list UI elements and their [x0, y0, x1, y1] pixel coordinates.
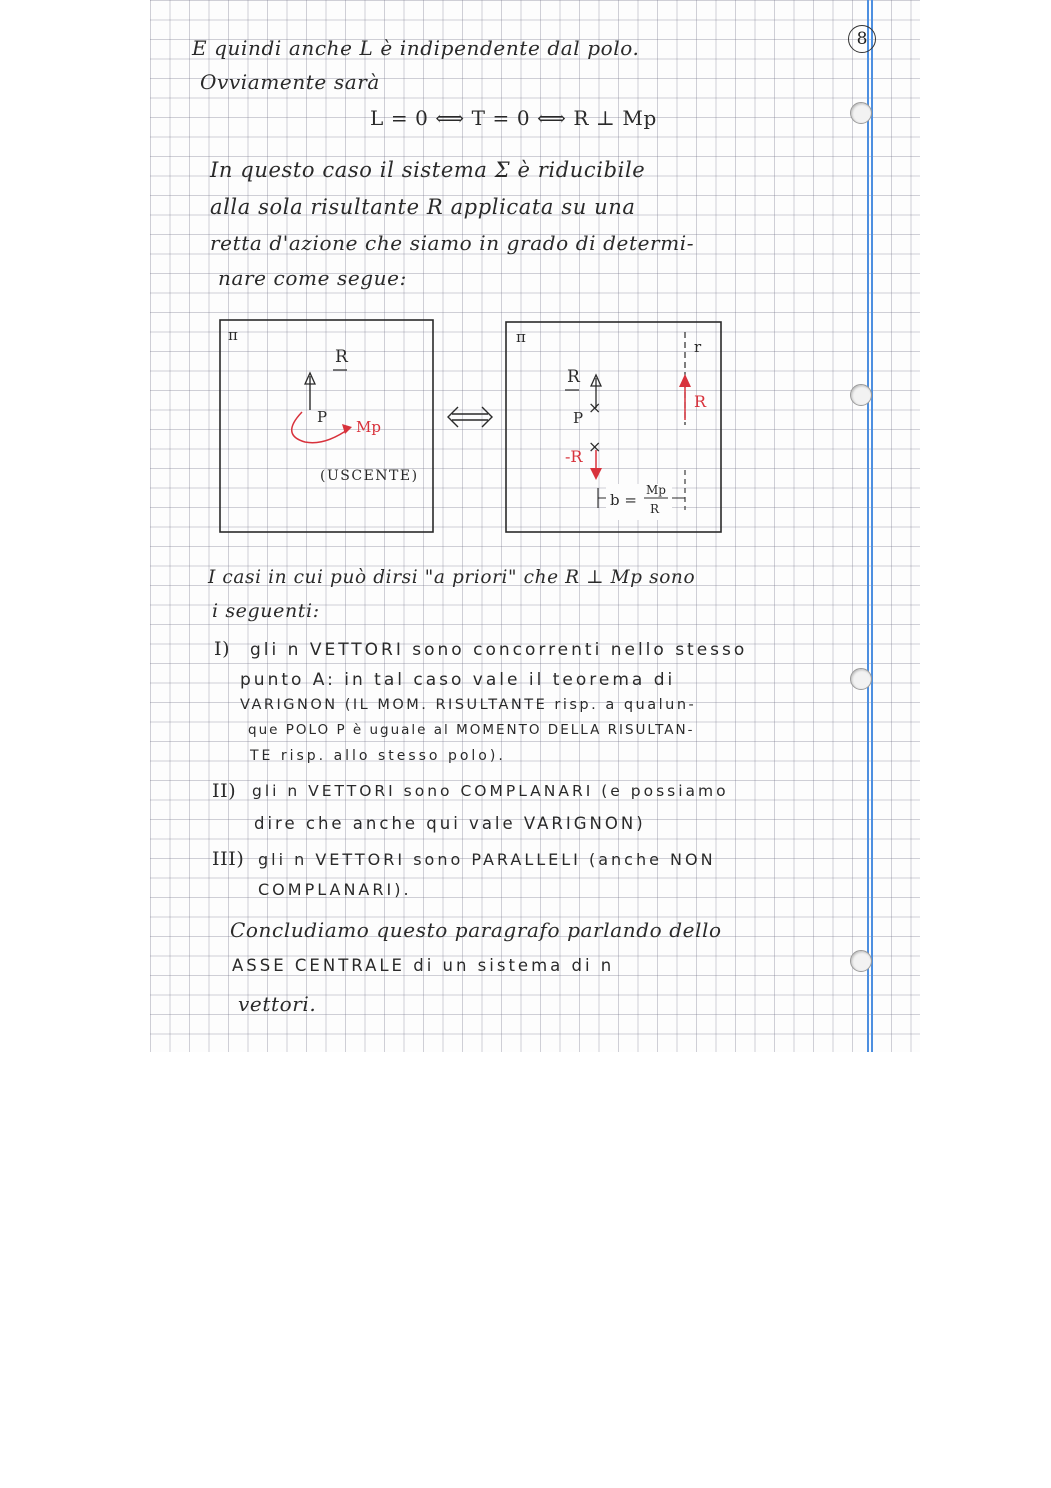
margin-line: [867, 0, 869, 1052]
left-pi-label: π: [228, 326, 238, 344]
right-pi-label: π: [516, 328, 526, 346]
left-P-label: P: [317, 408, 328, 426]
right-x-mark: ×: [588, 437, 602, 456]
text-line: I casi in cui può dirsi "a priori" che R ⊥ Mp sono: [208, 567, 696, 588]
text-line: E quindi anche L è indipendente dal polo.: [192, 36, 640, 60]
text-line: In questo caso il sistema Σ è riducibile: [210, 158, 646, 182]
binder-hole: [850, 950, 872, 972]
page-number: 8: [848, 25, 876, 53]
right-P-label: P: [573, 409, 584, 427]
formula: L = 0 ⟺ T = 0 ⟺ R ⊥ Mp: [370, 106, 657, 130]
text-line: Ovviamente sarà: [200, 70, 380, 94]
right-R-label: R: [567, 367, 580, 387]
left-R-label: R: [335, 347, 348, 367]
equivalence-arrow: [482, 407, 492, 427]
text-line: ASSE CENTRALE di un sistema di n: [232, 956, 615, 975]
list-line: gli n VETTORI sono PARALLELI (anche NON: [258, 850, 716, 869]
list-line: VARIGNON (IL MOM. RISULTANTE risp. a qualun-: [240, 697, 697, 713]
binder-hole: [850, 384, 872, 406]
left-caption: (USCENTE): [320, 468, 419, 484]
list-marker: I): [214, 638, 231, 660]
list-line: punto A: in tal caso vale il teorema di: [240, 670, 676, 690]
list-line: gli n VETTORI sono COMPLANARI (e possiamo: [252, 782, 729, 800]
b-denominator: R: [650, 502, 660, 516]
list-marker: III): [212, 848, 245, 870]
text-line: Concludiamo questo paragrafo parlando dello: [230, 918, 722, 942]
right-x-mark: ×: [588, 398, 602, 417]
binder-hole: [850, 102, 872, 124]
right-minus-R-label: -R: [565, 447, 583, 466]
list-line: que POLO P è uguale al MOMENTO DELLA RISULTAN-: [248, 722, 695, 738]
list-line: gli n VETTORI sono concorrenti nello stesso: [250, 640, 748, 660]
right-red-R-arrowhead: [679, 374, 691, 387]
equivalence-arrow: [448, 407, 458, 427]
left-Mp-label: Mp: [356, 418, 381, 436]
b-numerator: Mp: [646, 483, 666, 497]
text-line: nare come segue:: [218, 266, 407, 290]
right-r-label: r: [694, 338, 702, 356]
text-line: alla sola risultante R applicata su una: [210, 195, 636, 219]
b-label: b =: [610, 491, 637, 509]
list-line: TE risp. allo stesso polo).: [250, 748, 506, 764]
right-minus-R-arrowhead: [590, 468, 602, 480]
text-line: i seguenti:: [212, 600, 320, 622]
list-marker: II): [212, 780, 237, 802]
text-line: vettori.: [238, 992, 317, 1016]
right-red-R-label: R: [694, 392, 707, 411]
list-line: COMPLANARI).: [258, 880, 412, 899]
list-line: dire che anche qui vale VARIGNON): [254, 814, 646, 833]
left-plane-box: [220, 320, 433, 532]
binder-hole: [850, 668, 872, 690]
margin-line: [871, 0, 873, 1052]
text-line: retta d'azione che siamo in grado di determi-: [210, 231, 695, 255]
diagram: [210, 310, 730, 545]
